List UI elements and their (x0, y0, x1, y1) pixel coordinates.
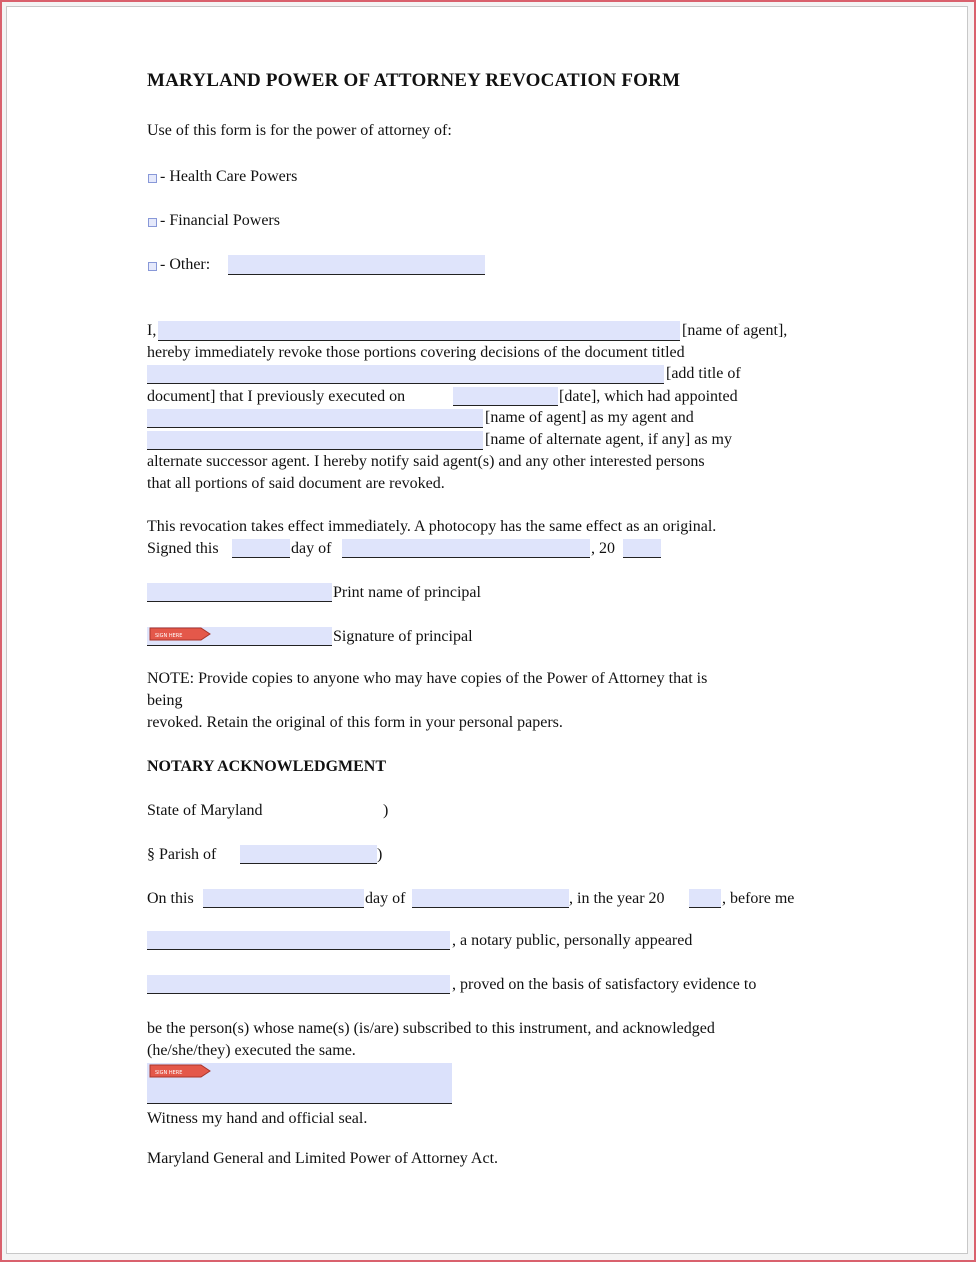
health-care-checkbox[interactable] (148, 174, 157, 183)
sign-here-text: SIGN HERE (155, 633, 183, 639)
add-title-text: [add title of (666, 365, 741, 382)
sign-here-tag (149, 627, 211, 641)
alternate-agent-field[interactable] (147, 431, 483, 450)
signed-year-field[interactable] (623, 539, 661, 558)
print-name-label: Print name of principal (333, 584, 481, 601)
notary-sign-here-text: SIGN HERE (155, 1070, 183, 1076)
principal-name-field[interactable] (158, 321, 680, 341)
parish-field[interactable] (240, 845, 377, 864)
on-this-text: On this (147, 890, 194, 907)
date-appointed-text: [date], which had appointed (559, 388, 738, 405)
print-name-field[interactable] (147, 583, 332, 602)
note-line-1: NOTE: Provide copies to anyone who may have copies of the Power of Attorney that is (147, 670, 708, 687)
in-year-text: , in the year 20 (569, 890, 665, 907)
body-line-7: alternate successor agent. I hereby notify said agent(s) and any other interested persons (147, 453, 705, 470)
agent-name-field[interactable] (147, 409, 483, 428)
signed-day-field[interactable] (232, 539, 290, 558)
notary-day-field[interactable] (203, 889, 364, 908)
parish-label: § Parish of (147, 846, 217, 863)
intro-text: Use of this form is for the power of attorney of: (147, 122, 452, 139)
witness-line: Witness my hand and official seal. (147, 1110, 368, 1127)
notary-month-field[interactable] (412, 889, 569, 908)
state-paren: ) (383, 802, 389, 819)
i-text: I, (147, 322, 157, 339)
agent-label-text: [name of agent] as my agent and (485, 409, 694, 426)
body-line-2: hereby immediately revoke those portions covering decisions of the document titled (147, 344, 685, 361)
state-label: State of Maryland (147, 802, 263, 819)
notary-day-of-text: day of (365, 890, 406, 907)
document-executed-text: document] that I previously executed on (147, 388, 406, 405)
signed-this-text: Signed this (147, 540, 219, 557)
notary-name-field[interactable] (147, 931, 450, 950)
appeared-name-field[interactable] (147, 975, 450, 994)
execution-date-field[interactable] (453, 387, 558, 406)
document-page (6, 6, 968, 1254)
before-me-text: , before me (722, 890, 795, 907)
notary-public-text: , a notary public, personally appeared (452, 932, 693, 949)
financial-checkbox[interactable] (148, 218, 157, 227)
notary-year-field[interactable] (689, 889, 721, 908)
health-care-label: - Health Care Powers (160, 168, 298, 185)
other-label: - Other: (160, 256, 211, 273)
form-title: MARYLAND POWER OF ATTORNEY REVOCATION FORM (147, 70, 681, 91)
effect-line: This revocation takes effect immediately. A photocopy has the same effect as an original. (147, 518, 717, 535)
year-prefix-text: , 20 (591, 540, 615, 557)
alternate-agent-text: [name of alternate agent, if any] as my (485, 431, 732, 448)
name-of-agent-text: [name of agent], (682, 322, 788, 339)
day-of-text: day of (291, 540, 332, 557)
notary-sign-here-tag (149, 1064, 211, 1078)
person-line: be the person(s) whose name(s) (is/are) subscribed to this instrument, and acknowledged (147, 1020, 715, 1037)
signature-label: Signature of principal (333, 628, 473, 645)
document-title-field[interactable] (147, 365, 664, 384)
other-field[interactable] (228, 255, 485, 275)
signed-month-field[interactable] (342, 539, 590, 558)
note-line-3: revoked. Retain the original of this form in your personal papers. (147, 714, 563, 731)
notary-heading: NOTARY ACKNOWLEDGMENT (147, 758, 387, 775)
other-checkbox[interactable] (148, 262, 157, 271)
body-line-8: that all portions of said document are revoked. (147, 475, 445, 492)
executed-line: (he/she/they) executed the same. (147, 1042, 356, 1059)
act-line: Maryland General and Limited Power of Attorney Act. (147, 1150, 499, 1167)
note-line-2: being (147, 692, 183, 709)
proved-text: , proved on the basis of satisfactory evidence to (452, 976, 757, 993)
financial-label: - Financial Powers (160, 212, 280, 229)
parish-paren: ) (377, 846, 383, 863)
